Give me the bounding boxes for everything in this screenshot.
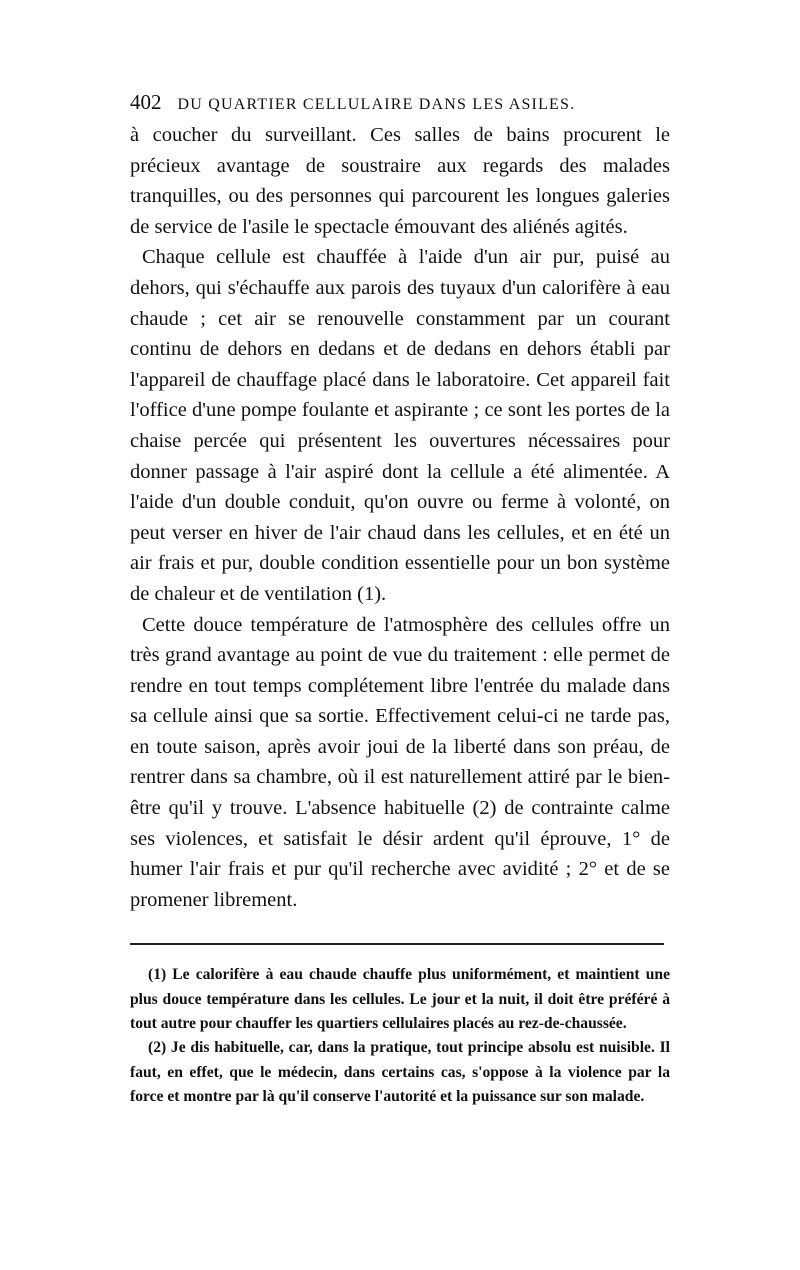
footnotes [130,963,670,1109]
body-text [130,120,670,915]
running-header [130,90,670,120]
footnote-separator [130,943,664,945]
paragraph-temperature: Cette douce température de l'atmosphère des cellules offre un très grand avantage au point de vue du traitement : elle permet de rendre en tout temps complétement libre l'entrée du malade dans sa cellule ainsi que sa sortie. Effectivement celui-ci ne tarde pas, en toute saison, après avoir joui de la liberté dans son préau, de rentrer dans sa chambre, où il est naturellement attiré par le bien-être qu'il y trouve. L'absence habituelle (2) de contrainte calme ses violences, et satisfait le désir ardent qu'il éprouve, 1° de humer l'air frais et pur qu'il recherche avec avidité ; 2° et de se promener librement. [130,613,670,911]
page-number: 402 [130,90,162,114]
page [130,90,670,1109]
paragraph-continuation: à coucher du surveillant. Ces salles de bains procurent le précieux avantage de soustraire aux regards des malades tranquilles, ou des personnes qui parcourent les longues galeries de service de l'asile le spectacle émouvant des aliénés agités. [130,124,670,238]
footnote-2: (2) Je dis habituelle, car, dans la pratique, tout principe absolu est nuisible. Il faut, en effet, que le médecin, dans certains cas, s'oppose à la violence par la force et montre par là qu'il conserve l'autorité et la puissance sur son malade. [130,1039,670,1105]
footnote-1: (1) Le calorifère à eau chaude chauffe plus uniformément, et maintient une plus douce température dans les cellules. Le jour et la nuit, il doit être préféré à tout autre pour chauffer les quartiers cellulaires placés au rez-de-chaussée. [130,966,670,1033]
running-title: DU QUARTIER CELLULAIRE DANS LES ASILES. [177,96,576,113]
paragraph-heating: Chaque cellule est chauffée à l'aide d'un air pur, puisé au dehors, qui s'échauffe aux parois des tuyaux d'un calorifère à eau chaude ; cet air se renouvelle constamment par un courant continu de dehors en dedans et de dedans en dehors établi par l'appareil de chauffage placé dans le laboratoire. Cet appareil fait l'office d'une pompe foulante et aspirante ; ce sont les portes de la chaise percée qui présentent les ouvertures nécessaires pour donner passage à l'air aspiré dont la cellule a été alimentée. A l'aide d'un double conduit, qu'on ouvre ou ferme à volonté, on peut verser en hiver de l'air chaud dans les cellules, et en été un air frais et pur, double condition essentielle pour un bon système de chaleur et de ventilation (1). [130,246,670,605]
